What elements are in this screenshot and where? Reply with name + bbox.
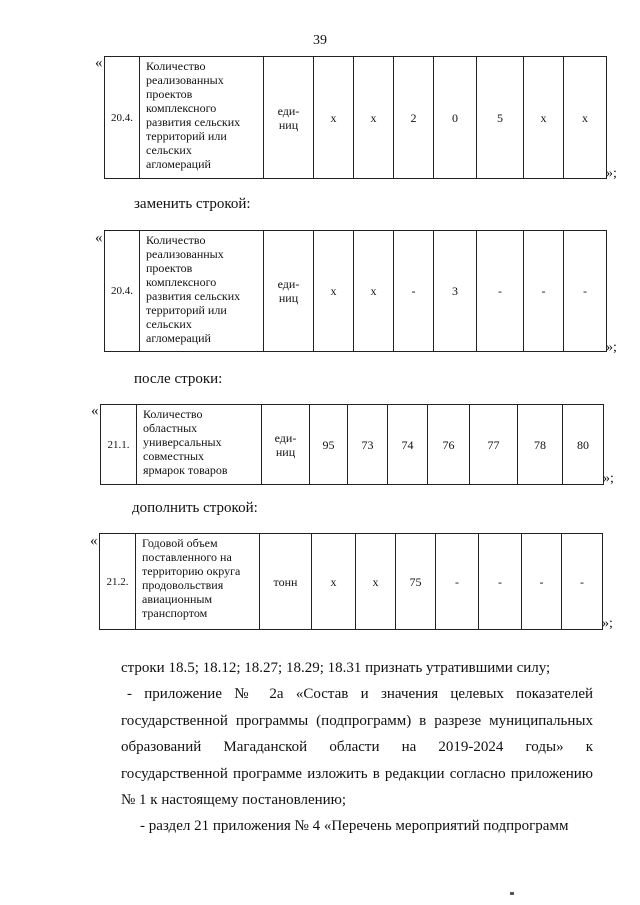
opening-quote: « <box>90 533 98 549</box>
opening-quote: « <box>91 403 99 419</box>
closing-quote: »; <box>603 471 614 486</box>
indicator-name <box>137 405 262 485</box>
row-number: 20.4. <box>105 231 140 352</box>
indicator-name-line: развития сельских <box>146 115 241 129</box>
indicator-name <box>140 231 264 352</box>
closing-quote: »; <box>602 616 613 631</box>
opening-quote: « <box>95 55 103 71</box>
indicator-name <box>140 57 264 179</box>
value-cell: - <box>436 534 479 630</box>
row-number: 21.2. <box>100 534 136 630</box>
value-cell: 80 <box>563 405 604 485</box>
unit-line: еди- <box>277 277 300 291</box>
after-label: после строки: <box>134 371 223 387</box>
value-cell: - <box>524 231 564 352</box>
indicator-name-line: авиационным <box>142 592 213 606</box>
indicator-name-line: транспортом <box>142 606 208 620</box>
paragraph-text: строки 18.5; 18.12; 18.27; 18.29; 18.31 признать утратившими силу; <box>121 660 551 676</box>
row-number: 20.4. <box>105 57 140 179</box>
value-cell: 74 <box>388 405 428 485</box>
indicator-name-line: сельских <box>146 143 192 157</box>
scan-mark <box>510 892 514 895</box>
paragraph-repeal <box>121 655 593 682</box>
indicator-name-line: Количество <box>146 233 206 247</box>
indicator-name-line: сельских <box>146 317 192 331</box>
value-cell: х <box>314 57 354 179</box>
value-cell: х <box>354 57 394 179</box>
value-cell: х <box>356 534 396 630</box>
value-cell: - <box>562 534 603 630</box>
closing-quote: »; <box>606 166 617 181</box>
indicator-name-line: проектов <box>146 261 193 275</box>
indicator-name-line: областных <box>143 421 198 435</box>
value-cell: 73 <box>348 405 388 485</box>
value-cell: - <box>479 534 522 630</box>
table-row-1 <box>104 56 607 179</box>
indicator-name-line: комплексного <box>146 275 217 289</box>
paragraph-section-21 <box>140 813 593 840</box>
closing-quote: »; <box>606 340 617 355</box>
paragraph-text: - раздел 21 приложения № 4 «Перечень мероприятий подпрограмм <box>140 818 569 834</box>
indicator-name-line: агломераций <box>146 331 211 345</box>
unit-line: ниц <box>278 117 299 132</box>
indicator-name-line: комплексного <box>146 101 217 115</box>
value-cell: - <box>564 231 607 352</box>
page-number: 39 <box>313 33 327 48</box>
indicator-name-line: ярмарок товаров <box>143 463 228 477</box>
value-cell: х <box>312 534 356 630</box>
value-cell: 95 <box>310 405 348 485</box>
add-label: дополнить строкой: <box>132 500 258 516</box>
indicator-name-line: поставленного на <box>142 550 232 564</box>
unit-line: ниц <box>275 444 296 459</box>
indicator-name <box>136 534 260 630</box>
unit-of-measure <box>264 231 314 352</box>
value-cell: 76 <box>428 405 470 485</box>
indicator-name-line: проектов <box>146 87 193 101</box>
unit-line: еди- <box>277 103 300 118</box>
value-cell: - <box>394 231 434 352</box>
indicator-name-line: территорию округа <box>142 564 241 578</box>
row-number: 21.1. <box>101 405 137 485</box>
unit-line: еди- <box>274 430 297 445</box>
value-cell: 77 <box>470 405 518 485</box>
indicator-name-line: агломераций <box>146 157 211 171</box>
replace-label: заменить строкой: <box>134 196 251 212</box>
opening-quote: « <box>95 230 103 246</box>
indicator-name-line: продовольствия <box>142 578 224 592</box>
value-cell: х <box>524 57 564 179</box>
unit-line: ниц <box>278 291 299 305</box>
indicator-name-line: Количество <box>146 59 206 73</box>
value-cell: - <box>477 231 524 352</box>
indicator-name-line: Количество <box>143 407 203 421</box>
value-cell: 75 <box>396 534 436 630</box>
indicator-name-line: территорий или <box>146 303 227 317</box>
indicator-name-line: универсальных <box>143 435 222 449</box>
table-row-4 <box>99 533 603 630</box>
unit-of-measure <box>264 57 314 179</box>
value-cell: 5 <box>477 57 524 179</box>
value-cell: - <box>522 534 562 630</box>
value-cell: 0 <box>434 57 477 179</box>
value-cell: 3 <box>434 231 477 352</box>
table-row-2 <box>104 230 607 352</box>
value-cell: х <box>354 231 394 352</box>
paragraph-appendix-2a <box>121 681 593 814</box>
value-cell: х <box>314 231 354 352</box>
paragraph-text: - приложение № 2а «Состав и значения целевых показателей государственной программы (подпрограмм) в разрезе муниципальных образований Магаданской области на 2019-2024 годы» к государственной программе изложить в редакции согласно приложению № 1 к настоящему постановлению; <box>121 686 593 808</box>
indicator-name-line: реализованных <box>146 73 224 87</box>
indicator-name-line: совместных <box>143 449 205 463</box>
value-cell: х <box>564 57 607 179</box>
unit-line: тонн <box>273 574 298 589</box>
table-row-3 <box>100 404 604 485</box>
unit-of-measure <box>260 534 312 630</box>
indicator-name-line: Годовой объем <box>142 536 218 550</box>
indicator-name-line: реализованных <box>146 247 224 261</box>
unit-of-measure <box>262 405 310 485</box>
indicator-name-line: территорий или <box>146 129 227 143</box>
value-cell: 2 <box>394 57 434 179</box>
indicator-name-line: развития сельских <box>146 289 241 303</box>
value-cell: 78 <box>518 405 563 485</box>
